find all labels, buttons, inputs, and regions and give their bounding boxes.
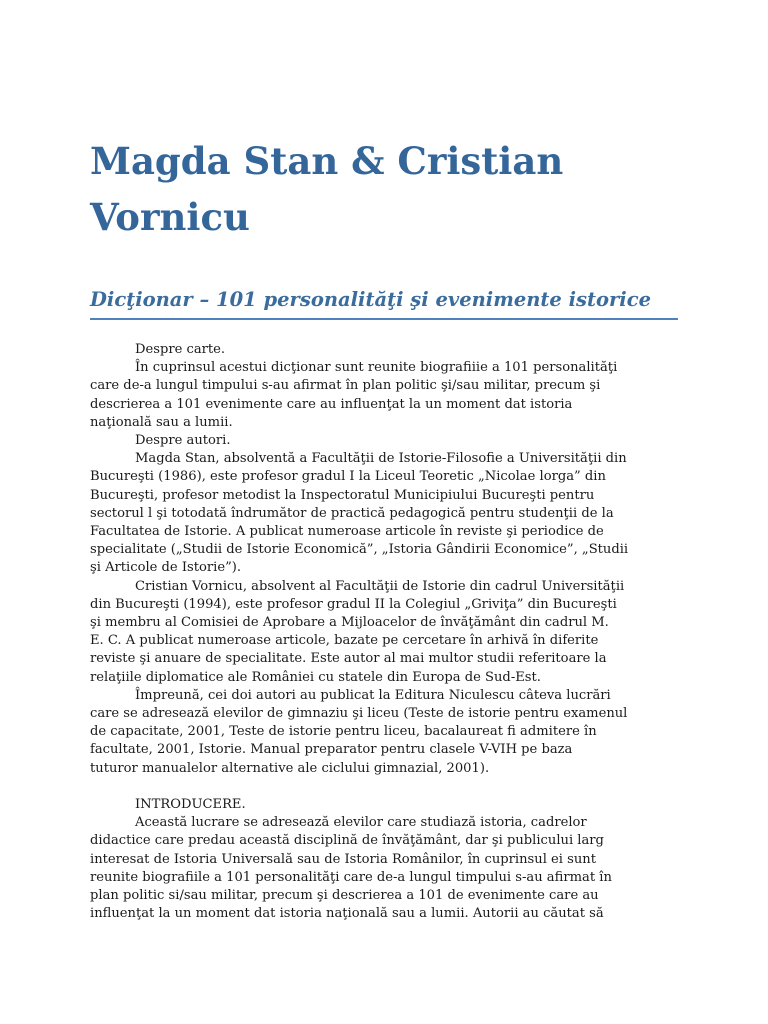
text-line: şi Articole de Istorie”). (90, 560, 242, 576)
text-line: şi membru al Comisiei de Aprobare a Mijloacelor de învăţământ din cadrul M. (90, 615, 609, 631)
text-line: relaţiile diplomatice ale României cu statele din Europa de Sud-Est. (90, 669, 541, 685)
text-line: sectorul l şi totodată îndrumător de practică pedagogică pentru studenţii de la (90, 505, 614, 521)
text-line: didactice care predau această disciplină de învăţământ, dar şi publicului larg (90, 833, 604, 849)
text-line: reunite biografiile a 101 personalităţi care de-a lungul timpului s-au afirmat în (90, 869, 612, 885)
paragraph (90, 578, 690, 687)
paragraph (90, 341, 690, 359)
text-line: Magda Stan, absolventă a Facultăţii de Istorie-Filosofie a Universităţii din (135, 451, 627, 467)
text-line: de capacitate, 2001, Teste de istorie pentru liceu, bacalaureat fi admitere în (90, 724, 597, 740)
text-line: Facultatea de Istorie. A publicat numeroase articole în reviste şi periodice de (90, 524, 604, 540)
text-line: plan politic si/sau militar, precum şi descrierea a 101 de evenimente care au (90, 888, 599, 904)
text-line: naţională sau a lumii. (90, 414, 233, 430)
text-line: tuturor manualelor alternative ale ciclului gimnazial, 2001). (90, 760, 490, 776)
text-line: interesat de Istoria Universală sau de Istoria Românilor, în cuprinsul ei sunt (90, 851, 597, 867)
text-line: Această lucrare se adresează elevilor care studiază istoria, cadrelor (135, 815, 587, 831)
text-line: E. C. A publicat numeroase articole, bazate pe cercetare în arhivă în diferite (90, 633, 599, 649)
text-line: Cristian Vornicu, absolvent al Facultăţii de Istorie din cadrul Universităţii (135, 578, 625, 594)
book-subtitle: Dicţionar – 101 personalităţi şi evenimente istorice (90, 285, 678, 320)
text-line: Bucureşti (1986), este profesor gradul I la Liceul Teoretic „Nicolae lorga” din (90, 469, 606, 485)
paragraph (90, 796, 690, 814)
text-line: care de-a lungul timpului s-au afirmat în plan politic şi/sau militar, precum şi (90, 378, 601, 394)
author-title (90, 133, 690, 245)
text-line: INTRODUCERE. (135, 797, 246, 813)
paragraph (90, 432, 690, 450)
text-line: facultate, 2001, Istorie. Manual preparator pentru clasele V-VIH pe baza (90, 742, 573, 758)
paragraph (90, 450, 690, 577)
author-title-line: Magda Stan & Cristian (90, 139, 564, 183)
text-line: Despre carte. (135, 342, 226, 357)
text-line: reviste şi anuare de specialitate. Este autor al mai multor studii referitoare la (90, 651, 607, 667)
paragraph (90, 814, 690, 923)
text-line: În cuprinsul acestui dicţionar sunt reunite biografiiie a 101 personalităţi (135, 360, 618, 376)
text-line: Împreună, cei doi autori au publicat la Editura Niculescu câteva lucrări (135, 687, 611, 703)
text-line: descrierea a 101 evenimente care au influenţat la un moment dat istoria (90, 396, 573, 412)
text-line: influenţat la un moment dat istoria naţională sau a lumii. Autorii au căutat să (90, 906, 604, 922)
text-line: din Bucureşti (1994), este profesor gradul II la Colegiul „Griviţa” din Bucureşti (90, 596, 617, 612)
text-line: Despre autori. (135, 433, 231, 449)
text-line: care se adresează elevilor de gimnaziu şi liceu (Teste de istorie pentru examenul (90, 706, 628, 722)
text-line: Bucureşti, profesor metodist la Inspectoratul Municipiului Bucureşti pentru (90, 487, 595, 503)
author-title-line: Vornicu (90, 195, 250, 239)
paragraph (90, 359, 690, 432)
paragraph-spacer (90, 778, 690, 796)
paragraph (90, 687, 690, 778)
document-body (90, 341, 690, 923)
text-line: specialitate („Studii de Istorie Economică”, „Istoria Gândirii Economice”, „Studii (90, 542, 629, 558)
